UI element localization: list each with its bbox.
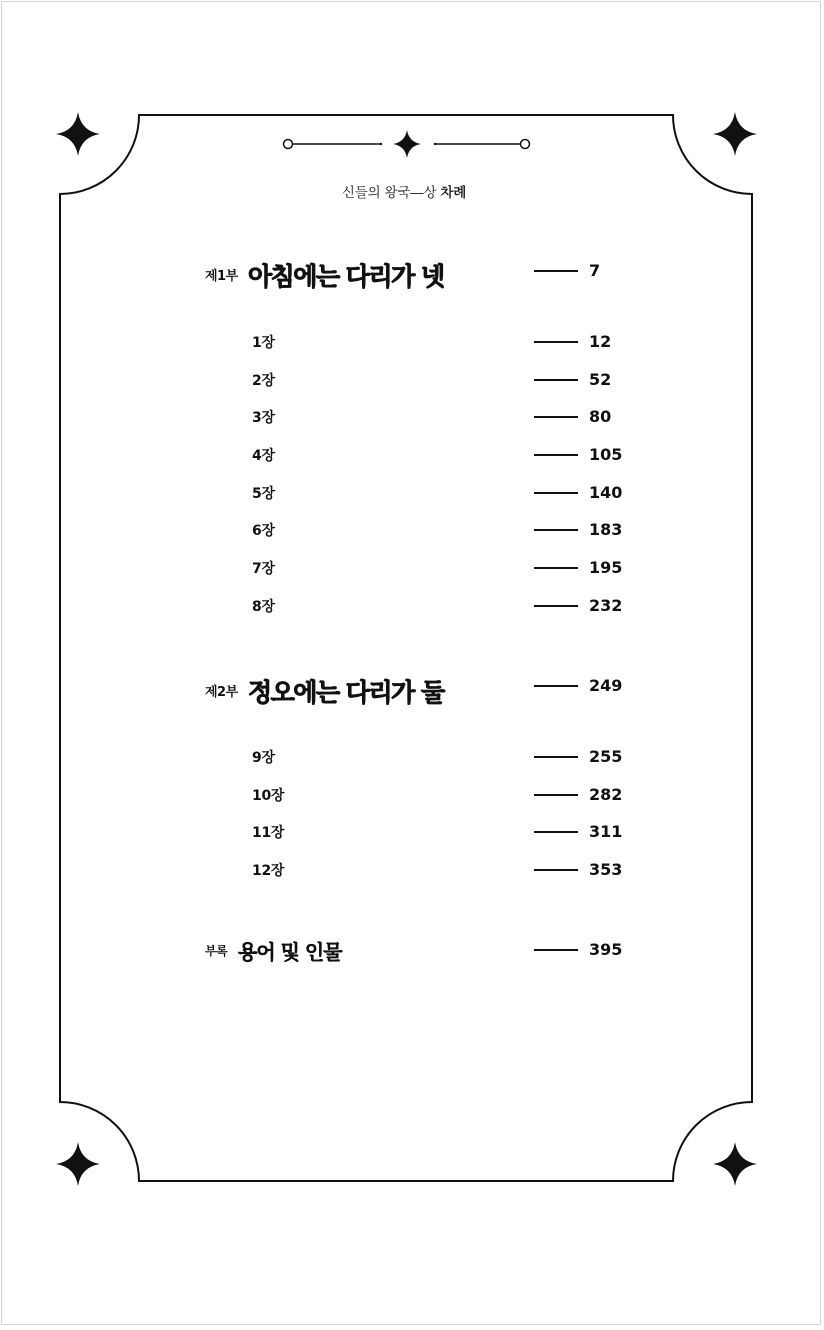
contents-heading: 차례 (440, 185, 467, 201)
leader-dash (534, 270, 578, 272)
book-title: 신들의 왕국―상 (341, 185, 437, 201)
chapter-page: 195 (589, 558, 623, 577)
chapter-label: 4장 (252, 448, 275, 464)
chapter-page: 12 (589, 332, 612, 351)
running-header (0, 181, 808, 201)
chapter-page: 183 (589, 520, 623, 539)
leader-dash (534, 685, 578, 687)
chapter-page: 52 (589, 370, 612, 389)
leader-dash (534, 756, 578, 758)
part-1-page: 7 (589, 261, 601, 280)
chapter-label: 11장 (252, 825, 285, 841)
chapter-label: 3장 (252, 410, 275, 426)
part-1-title: 아침에는 다리가 넷 (248, 262, 444, 291)
chapter-label: 5장 (252, 486, 275, 502)
chapter-page: 105 (589, 445, 623, 464)
chapter-label: 6장 (252, 523, 275, 539)
appendix-label: 부록 (205, 944, 228, 958)
leader-dash (534, 794, 578, 796)
leader-dash (534, 869, 578, 871)
leader-dash (534, 567, 578, 569)
chapter-page: 353 (589, 860, 623, 879)
ornament-divider (284, 130, 530, 158)
sparkle-icon (393, 130, 421, 158)
sparkle-icon (56, 1142, 100, 1186)
chapter-page: 232 (589, 596, 623, 615)
chapter-label: 1장 (252, 335, 275, 351)
appendix-title: 용어 및 인물 (238, 940, 342, 964)
part-2-title: 정오에는 다리가 둘 (248, 678, 444, 707)
leader-dash (534, 605, 578, 607)
chapter-page: 255 (589, 747, 623, 766)
appendix-page: 395 (589, 940, 623, 959)
leader-dash (534, 379, 578, 381)
leader-dash (534, 416, 578, 418)
chapter-label: 2장 (252, 373, 275, 389)
leader-dash (534, 529, 578, 531)
part-2-page: 249 (589, 676, 623, 695)
leader-dash (534, 949, 578, 951)
leader-dash (534, 831, 578, 833)
chapter-label: 7장 (252, 561, 275, 577)
chapter-label: 12장 (252, 863, 285, 879)
chapter-page: 140 (589, 483, 623, 502)
sparkle-icon (713, 1142, 757, 1186)
leader-dash (534, 341, 578, 343)
sparkle-icon (56, 112, 100, 156)
part-1-label: 제1부 (205, 269, 238, 284)
leader-dash (534, 492, 578, 494)
chapter-page: 282 (589, 785, 623, 804)
part-2-label: 제2부 (205, 685, 238, 700)
leader-dash (534, 454, 578, 456)
chapter-page: 311 (589, 822, 623, 841)
sparkle-icon (713, 112, 757, 156)
chapter-page: 80 (589, 407, 612, 426)
chapter-label: 10장 (252, 788, 285, 804)
chapter-label: 8장 (252, 599, 275, 615)
chapter-label: 9장 (252, 750, 275, 766)
